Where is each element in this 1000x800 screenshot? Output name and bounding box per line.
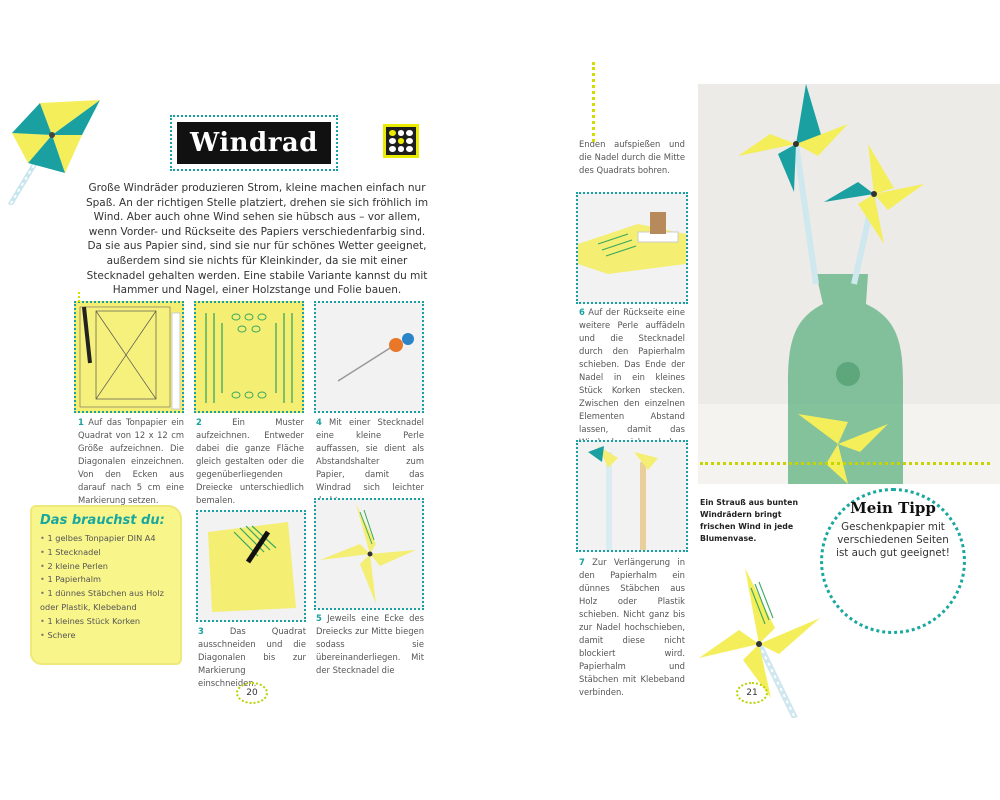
step-description: Ein Muster aufzeichnen. Entweder dabei die ganze Fläche gleich gestalten oder die gegenüberliegenden Dreiecke unterschiedlich bemalen. (196, 417, 304, 505)
list-item: • 1 Stecknadel (40, 546, 182, 560)
step-description: Zur Verlängerung in den Papierhalm ein dünnes Stäbchen aus Holz oder Plastik schieben. Nicht ganz bis zur Nadel hochschieben, damit diese nicht blockiert wird. Papierhalm und Stäbchen mit Klebeband verbinden. (579, 557, 686, 697)
step-number: 1 (78, 417, 84, 427)
page-number-left: 20 (236, 682, 268, 704)
step-number: 2 (196, 417, 202, 427)
step-2-photo (194, 301, 304, 413)
step-2-text (196, 416, 304, 507)
list-item: • 1 gelbes Tonpapier DIN A4 (40, 532, 182, 546)
difficulty-icon (383, 124, 419, 158)
step-description: Mit einer Stecknadel eine kleine Perle auffassen, sie dient als Abstandshalter zum Papier, damit das Windrad sich leichter (316, 417, 424, 492)
list-item: • Schere (40, 629, 182, 643)
step-6-text (579, 306, 685, 462)
list-item: • 2 kleine Perlen (40, 560, 182, 574)
step-1-text (78, 416, 184, 507)
page-title: Windrad (174, 119, 334, 167)
step-description: Auf der Rückseite eine weitere Perle auffädeln und die Stecknadel durch den Papierhalm schieben. Das Ende der Nadel in ein kleines Stück Korken stecken. Zwischen den einzelnen Elementen Abstand lassen, damit das (579, 307, 685, 434)
materials-box (30, 505, 182, 665)
step-3-photo (196, 510, 306, 622)
dotted-line-decoration (700, 462, 990, 465)
intro-text: Große Windräder produzieren Strom, kleine machen einfach nur Spaß. An der richtigen Stelle platziert, drehen sie sich fröhlich im Wind. Aber auch ohne Wind sehen sie hübsch aus – vor allem, wenn Vorder- und Rückseite des Papiers verschiedenfarbig sind. Da sie aus Papier sind, sind sie nur für schönes Wetter geeignet, außerdem sind sie nichts für Kleinkinder, da sie mit einer Stecknadel gehalten werden. Eine stabile Variante kannst du mit Hammer und Nagel, einer Holzstange und Folie bauen. (85, 182, 429, 297)
step-1-photo (74, 301, 184, 413)
step-description: Das Quadrat ausschneiden und die Diagonalen bis zur Markierung einschneiden. (198, 626, 306, 688)
step-5-continued-text: Enden aufspießen und die Nadel durch die Mitte des Quadrats bohren. (579, 139, 685, 175)
step-3-text (198, 625, 306, 690)
tip-bubble (820, 488, 966, 634)
step-number: 3 (198, 626, 204, 636)
tip-title: Mein Tipp (850, 499, 936, 517)
page-number-right: 21 (736, 682, 768, 704)
step-number: 4 (316, 417, 322, 427)
step-5-text (316, 612, 424, 677)
tip-text: Geschenkpapier mit verschiedenen Seiten ist auch gut geeignet! (836, 521, 950, 559)
dotted-line-decoration (78, 292, 80, 302)
step-description: Auf das Tonpapier ein Quadrat von 12 x 12 cm Größe aufzeichnen. Die Diagonalen einzeichnen. Von den Ecken aus darauf nach 5 cm eine Markierung setzen. (78, 417, 184, 505)
step-4-photo (314, 301, 424, 413)
step-description: Jeweils eine Ecke des Dreiecks zur Mitte biegen sodass sie übereinanderliegen. Mit der Stecknadel die (316, 613, 424, 675)
list-item: • 1 kleines Stück Korken (40, 615, 182, 629)
step-4-text (316, 416, 424, 507)
step-5-photo (314, 498, 424, 610)
list-item: • 1 Papierhalm (40, 573, 182, 587)
photo-caption: Ein Strauß aus bunten Windrädern bringt frischen Wind in jede Blumenvase. (700, 498, 799, 543)
step-number: 7 (579, 557, 585, 567)
step-number: 5 (316, 613, 322, 623)
step-6-photo (576, 192, 688, 304)
list-item: • 1 dünnes Stäbchen aus Holz oder Plastik, Klebeband (40, 587, 182, 615)
dotted-line-decoration (592, 62, 595, 142)
materials-title: Das brauchst du: (40, 513, 165, 528)
step-7-photo (576, 440, 688, 552)
vase-photo (698, 84, 1000, 484)
materials-list (30, 532, 182, 642)
step-number: 6 (579, 307, 585, 317)
step-7-text (579, 556, 685, 699)
